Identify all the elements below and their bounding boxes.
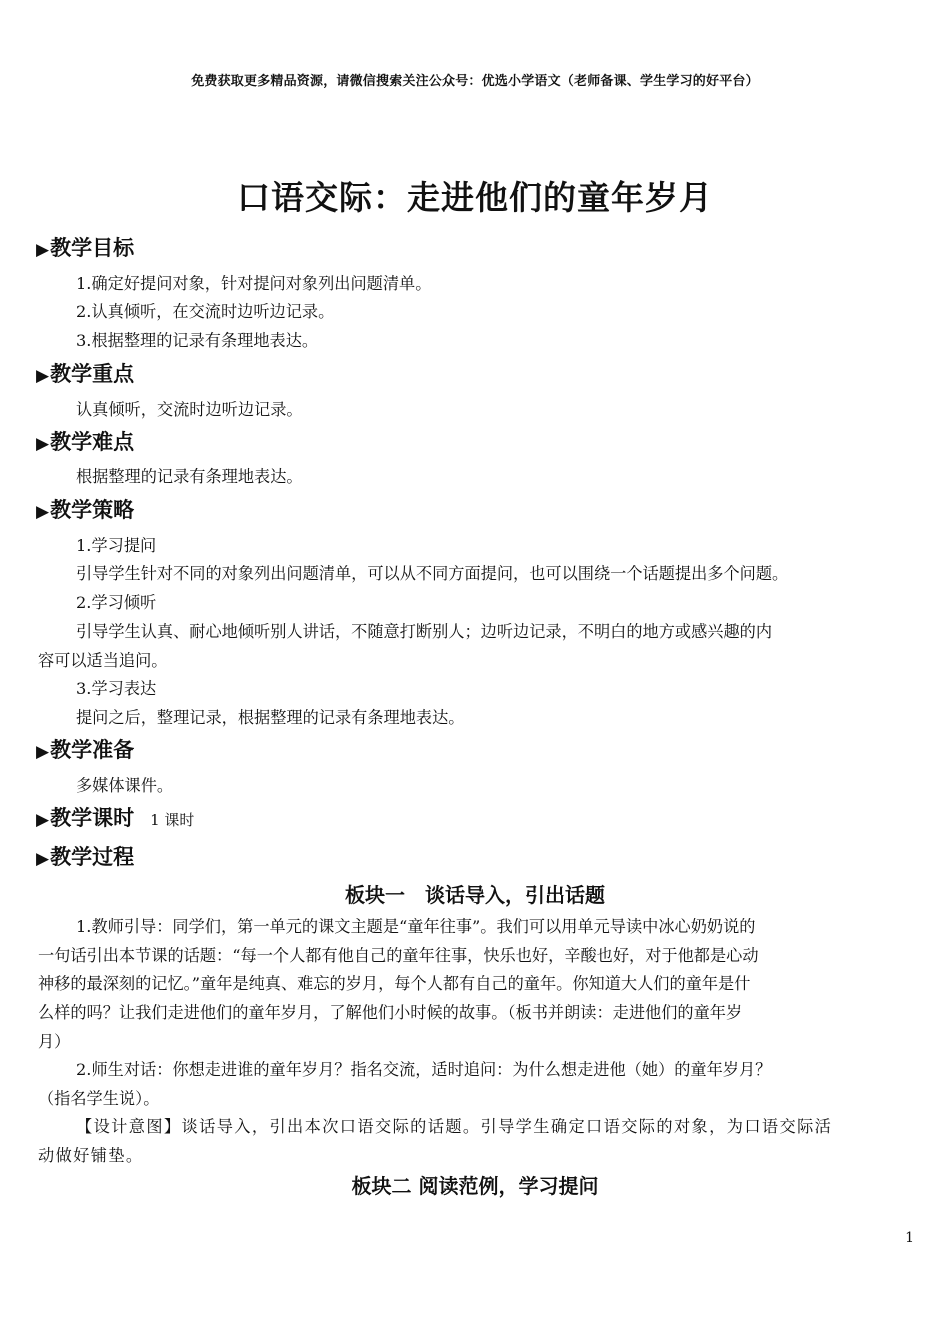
heading-prep: ▶教学准备 (36, 738, 135, 762)
hours-value: 1 课时 (150, 811, 195, 829)
heading-difficulty: ▶教学难点 (36, 430, 135, 454)
block-one-title: 板块一 谈话导入，引出话题 (345, 883, 605, 907)
heading-strategy: ▶教学策略 (36, 498, 135, 522)
heading-key: ▶教学重点 (36, 362, 135, 386)
block-two-title: 板块二 阅读范例，学习提问 (351, 1174, 599, 1198)
heading-goals: ▶教学目标 (36, 236, 135, 260)
process-line: 2.师生对话：你想走进谁的童年岁月？指名交流，适时追问：为什么想走进他（她）的童年岁月？ (76, 1060, 772, 1079)
strategy-line: 引导学生认真、耐心地倾听别人讲话，不随意打断别人；边听边记录，不明白的地方或感兴趣的内 (76, 622, 773, 641)
bullet-triangle-icon: ▶ (36, 742, 50, 762)
bullet-triangle-icon: ▶ (36, 366, 50, 386)
strategy-line: 3.学习表达 (76, 679, 157, 698)
heading-process: ▶教学过程 (36, 845, 135, 869)
design-intent-line: 动做好铺垫。 (38, 1146, 144, 1165)
process-line: （指名学生说）。 (38, 1089, 160, 1108)
process-line: 1.教师引导：同学们，第一单元的课文主题是“童年往事”。我们可以用单元导读中冰心奶奶说的 (76, 917, 756, 936)
page-title: 口语交际：走进他们的童年岁月 (237, 178, 713, 217)
bullet-triangle-icon: ▶ (36, 434, 50, 454)
process-line: 月） (38, 1032, 71, 1051)
process-line: 一句话引出本节课的话题：“每一个人都有他自己的童年往事，快乐也好，辛酸也好，对于他都是心动 (38, 946, 759, 965)
header-note: 免费获取更多精品资源，请微信搜索关注公众号：优选小学语文（老师备课、学生学习的好平台） (191, 74, 759, 89)
bullet-triangle-icon: ▶ (36, 849, 50, 869)
strategy-line: 提问之后，整理记录，根据整理的记录有条理地表达。 (76, 708, 465, 727)
design-intent-line: 【设计意图】谈话导入，引出本次口语交际的话题。引导学生确定口语交际的对象，为口语交际活 (76, 1117, 833, 1136)
goal-item-1: 1.确定好提问对象，针对提问对象列出问题清单。 (76, 274, 432, 293)
goal-item-2: 2.认真倾听，在交流时边听边记录。 (76, 302, 335, 321)
prep-text: 多媒体课件。 (76, 776, 174, 795)
strategy-line: 容可以适当追问。 (38, 651, 168, 670)
difficulty-text: 根据整理的记录有条理地表达。 (76, 467, 303, 486)
bullet-triangle-icon: ▶ (36, 502, 50, 522)
heading-hours: ▶教学课时 1 课时 (36, 806, 195, 830)
process-line: 神移的最深刻的记忆。”童年是纯真、难忘的岁月，每个人都有自己的童年。你知道大人们的童年是什 (38, 974, 751, 993)
key-point-text: 认真倾听，交流时边听边记录。 (76, 400, 303, 419)
page-number: 1 (905, 1230, 914, 1246)
process-line: 么样的吗？让我们走进他们的童年岁月，了解他们小时候的故事。（板书并朗读：走进他们的童年岁 (38, 1003, 743, 1022)
goal-item-3: 3.根据整理的记录有条理地表达。 (76, 331, 319, 350)
strategy-line: 1.学习提问 (76, 536, 157, 555)
strategy-line: 2.学习倾听 (76, 593, 157, 612)
bullet-triangle-icon: ▶ (36, 810, 50, 830)
bullet-triangle-icon: ▶ (36, 240, 50, 260)
strategy-line: 引导学生针对不同的对象列出问题清单，可以从不同方面提问，也可以围绕一个话题提出多个问题。 (76, 564, 789, 583)
